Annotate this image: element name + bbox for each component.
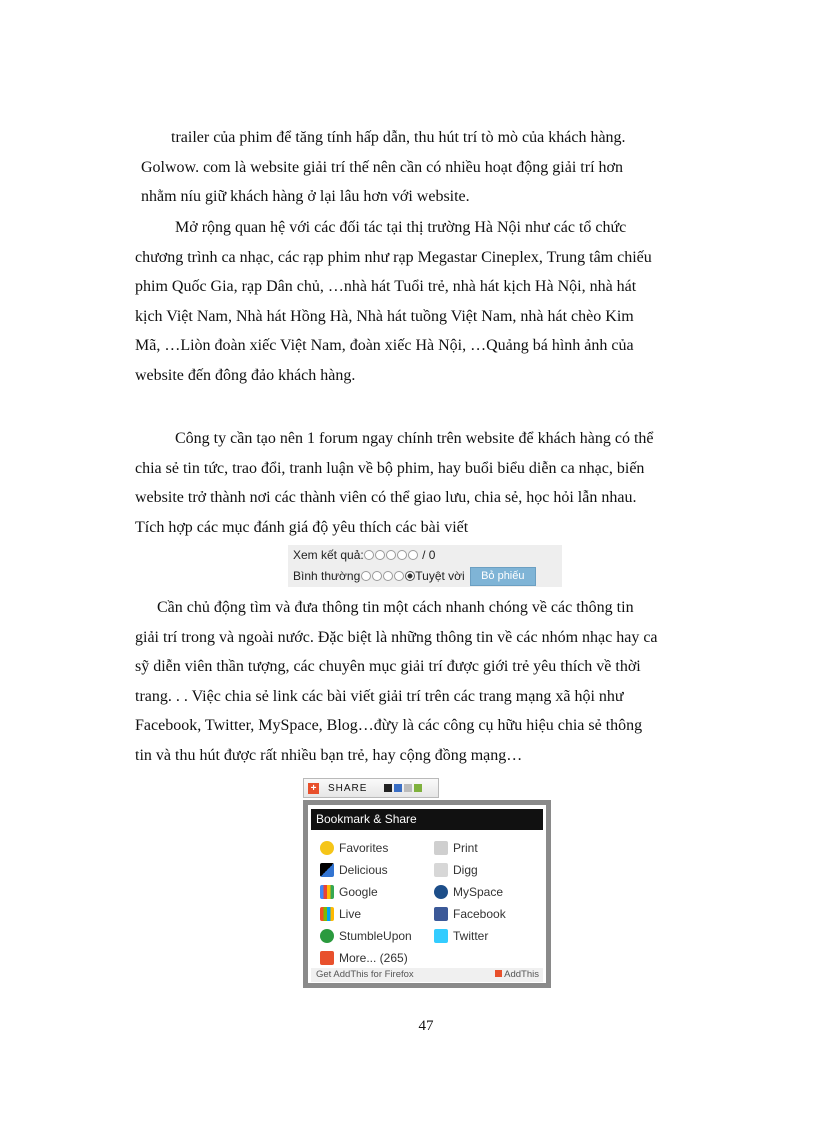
share-facebook-label: Facebook: [453, 907, 506, 921]
rating-vote-row: [293, 567, 536, 585]
rating-result-dots: [364, 548, 419, 562]
addthis-logo[interactable]: [495, 968, 539, 982]
share-delicious-label: Delicious: [339, 863, 388, 877]
twitter-icon: [434, 929, 448, 943]
text-line: chương trình ca nhạc, các rạp phim như rạp Megastar Cineplex, Trung tâm chiếu: [135, 248, 652, 266]
share-panel-body: [308, 805, 546, 983]
share-live[interactable]: [320, 905, 361, 923]
text-line: website đến đông đảo khách hàng.: [135, 366, 356, 384]
text-line: Tích hợp các mục đánh giá độ yêu thích các bài viết: [135, 518, 469, 536]
rating-radio-5[interactable]: [405, 571, 415, 581]
text-line: sỹ diễn viên thần tượng, các chuyên mục giải trí được giới trẻ yêu thích về thời: [135, 658, 641, 676]
facebook-icon: [434, 907, 448, 921]
share-google-label: Google: [339, 885, 378, 899]
text-line: Mở rộng quan hệ với các đối tác tại thị trường Hà Nội như các tổ chức: [175, 219, 627, 236]
share-live-label: Live: [339, 907, 362, 921]
windows-live-icon: [320, 907, 334, 921]
addthis-icon: [495, 970, 502, 977]
share-button[interactable]: [303, 778, 439, 798]
share-stumbleupon[interactable]: [320, 927, 412, 945]
share-delicious[interactable]: [320, 861, 388, 879]
share-print[interactable]: [434, 839, 478, 857]
rating-result-value: / 0: [422, 548, 436, 562]
printer-icon: [434, 841, 448, 855]
addthis-label: AddThis: [504, 969, 539, 980]
share-more[interactable]: [320, 949, 408, 967]
share-digg[interactable]: [434, 861, 478, 879]
rating-radio-4[interactable]: [394, 571, 404, 581]
text-line: Mã, …Liòn đoàn xiếc Việt Nam, đoàn xiếc Hà Nội, …Quảng bá hình ảnh của: [135, 337, 634, 355]
share-twitter[interactable]: [434, 927, 488, 945]
myspace-icon: [434, 885, 448, 899]
rating-result-row: [293, 546, 435, 564]
share-facebook[interactable]: [434, 905, 506, 923]
stumbleupon-icon: [320, 929, 334, 943]
text-line: nhằm níu giữ khách hàng ở lại lâu hơn với website.: [141, 188, 470, 206]
share-digg-label: Digg: [453, 863, 478, 877]
text-line: Facebook, Twitter, MySpace, Blog…đừy là các công cụ hữu hiệu chia sẻ thông: [135, 717, 643, 735]
text-line: trailer của phim để tăng tính hấp dẫn, thu hút trí tò mò của khách hàng.: [171, 129, 626, 146]
share-google[interactable]: [320, 883, 378, 901]
share-panel-footer: [311, 968, 543, 982]
rating-radio-2[interactable]: [372, 571, 382, 581]
share-favorites[interactable]: [320, 839, 388, 857]
rating-radio-3[interactable]: [383, 571, 393, 581]
plus-icon: [320, 951, 334, 965]
addthis-firefox-link[interactable]: Get AddThis for Firefox: [316, 969, 414, 980]
share-favorites-label: Favorites: [339, 841, 389, 855]
share-myspace[interactable]: [434, 883, 503, 901]
text-line: website trở thành nơi các thành viên có thể giao lưu, chia sẻ, học hỏi lẫn nhau.: [135, 489, 637, 507]
share-button-label: SHARE: [328, 783, 368, 794]
paragraph-partners: [135, 213, 718, 391]
page-number: 47: [418, 1018, 434, 1034]
text-line: tin và thu hút được rất nhiều bạn trẻ, hay cộng đồng mạng…: [135, 746, 523, 764]
paragraph-social: [135, 593, 718, 771]
share-stumbleupon-label: StumbleUpon: [339, 929, 412, 943]
google-icon: [320, 885, 334, 899]
text-line: Cần chủ động tìm và đưa thông tin một cách nhanh chóng về các thông tin: [157, 599, 634, 616]
text-line: Công ty cần tạo nên 1 forum ngay chính trên website để khách hàng có thể: [175, 430, 654, 447]
bookmark-share-panel: [303, 800, 551, 988]
text-line: giải trí trong và ngoài nước. Đặc biệt là những thông tin về các nhóm nhạc hay ca: [135, 628, 658, 646]
share-panel-header: Bookmark & Share: [311, 809, 543, 830]
plus-icon: +: [308, 783, 319, 794]
star-icon: [320, 841, 334, 855]
paragraph-trailer: [135, 123, 718, 212]
share-myspace-label: MySpace: [453, 885, 504, 899]
digg-icon: [434, 863, 448, 877]
rating-radio-group: [360, 569, 415, 583]
share-twitter-label: Twitter: [453, 929, 489, 943]
rating-widget: [288, 545, 562, 587]
rating-low-label: Bình thường: [293, 569, 361, 583]
rating-result-label: Xem kết quả:: [293, 548, 364, 562]
delicious-icon: [320, 863, 334, 877]
vote-button[interactable]: Bỏ phiếu: [470, 567, 535, 586]
rating-radio-1[interactable]: [361, 571, 371, 581]
text-line: chia sẻ tin tức, trao đổi, tranh luận về bộ phim, hay buổi biểu diễn ca nhạc, biến: [135, 459, 645, 477]
share-print-label: Print: [453, 841, 478, 855]
text-line: kịch Việt Nam, Nhà hát Hồng Hà, Nhà hát tuồng Việt Nam, nhà hát chèo Kim: [135, 307, 634, 325]
paragraph-forum: [135, 424, 718, 542]
text-line: Golwow. com là website giải trí thế nên cần có nhiều hoạt động giải trí hơn: [141, 158, 623, 176]
share-more-label: More... (265): [339, 951, 408, 965]
text-line: trang. . . Việc chia sẻ link các bài viết giải trí trên các trang mạng xã hội như: [135, 687, 624, 705]
text-line: phim Quốc Gia, rạp Dân chủ, …nhà hát Tuổi trẻ, nhà hát kịch Hà Nội, nhà hát: [135, 278, 637, 296]
rating-high-label: Tuyệt vời: [415, 569, 465, 583]
